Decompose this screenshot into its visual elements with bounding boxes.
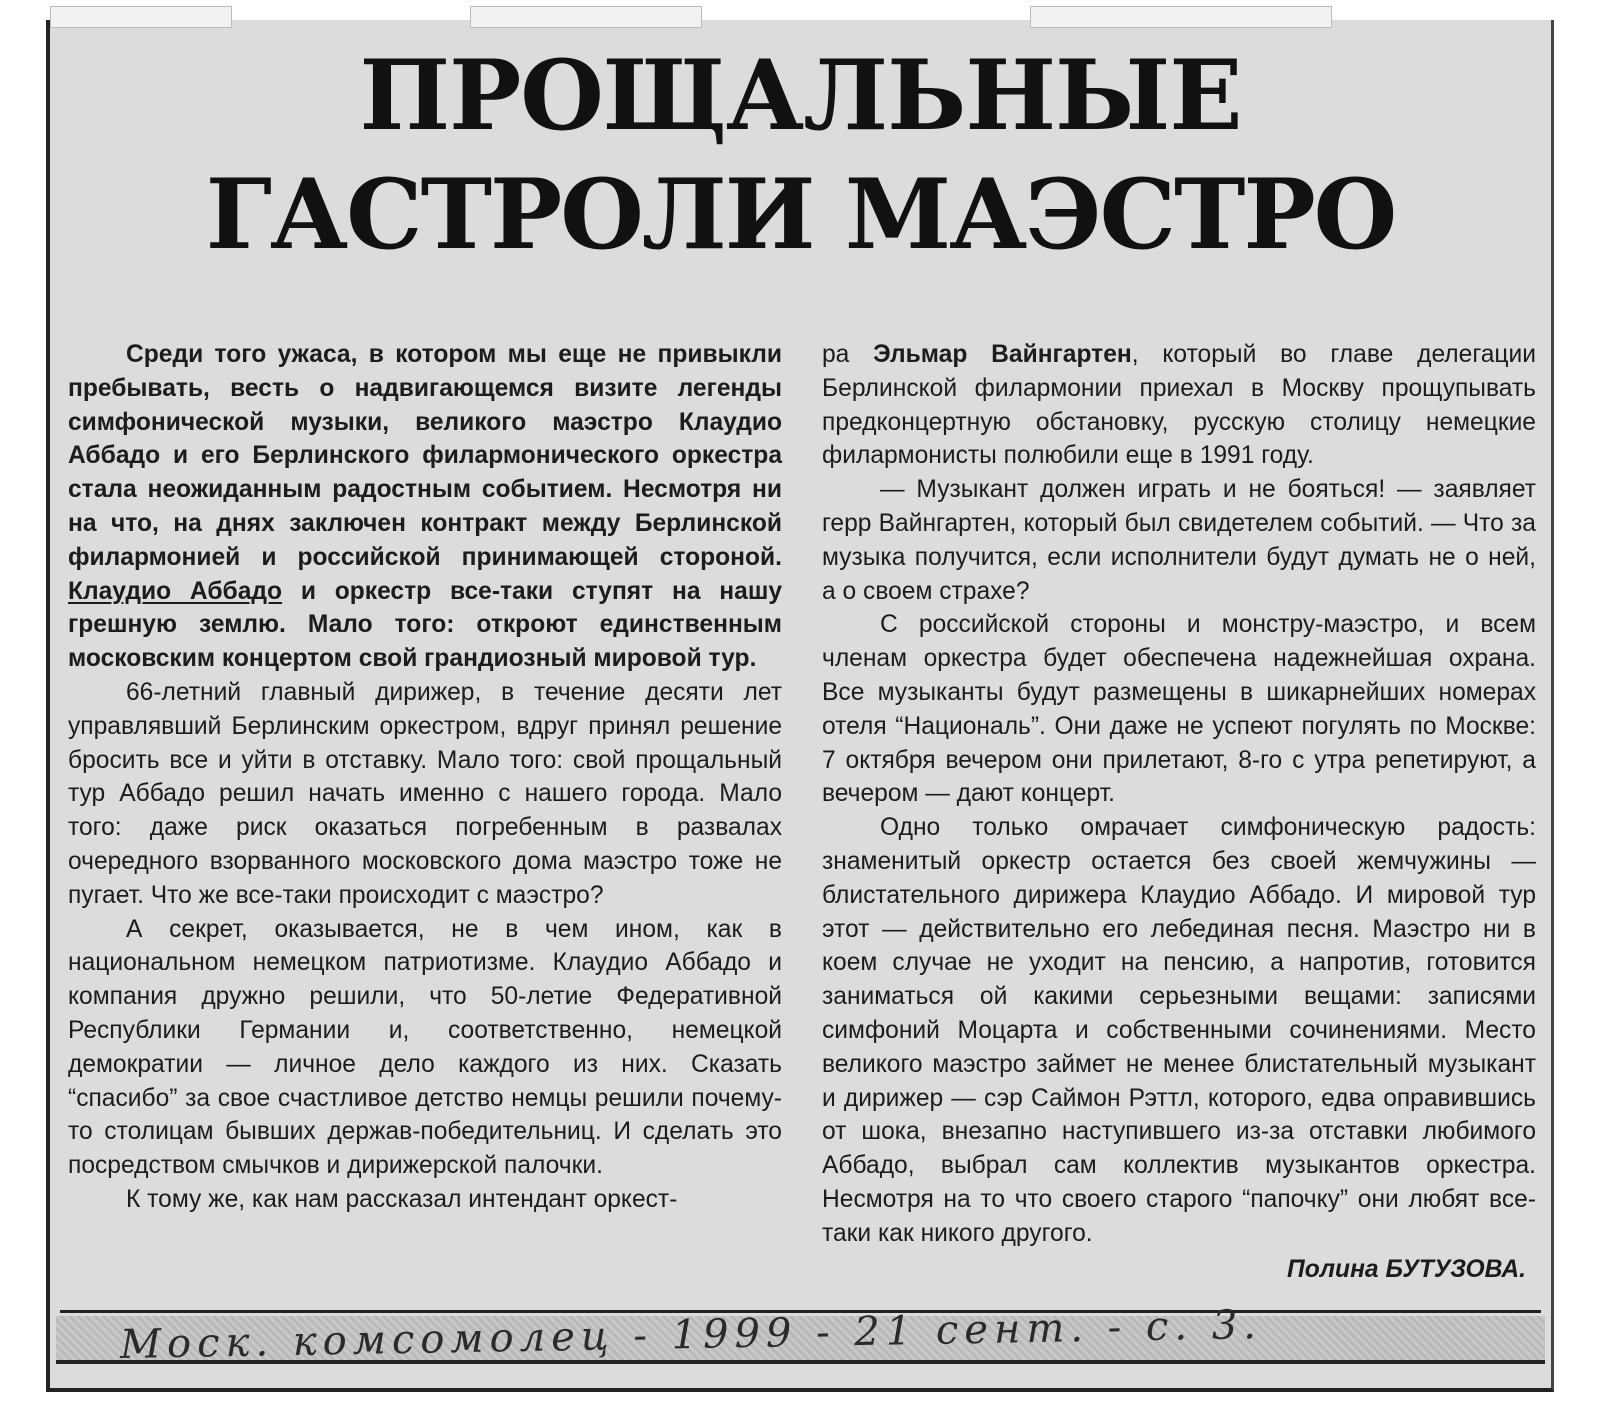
lead-text-end: и оркестр все-таки ступят на нашу грешную землю. Мало того: откроют единственным московским концертом свой грандиозный мировой тур. <box>68 577 783 673</box>
handwritten-source-note: Моск. комсомолец - 1999 - 21 сент. - с. 3. <box>119 1302 1263 1368</box>
headline-line-2: ГАСТРОЛИ МАЭСТРО <box>205 158 1396 271</box>
lead-underlined-name: Клаудио Аббадо <box>68 577 283 605</box>
lead-text: Среди того ужаса, в котором мы еще не привыкли пребывать, весть о надвигающемся визите легенды симфонической музыки, великого маэстро Клаудио Аббадо и его Берлинского филармонического оркестра стала неожиданным радостным событием. Несмотря ни на что, на днях заключен контракт между Берлинской филармонией и российской принимающей стороной. <box>68 341 782 571</box>
paragraph-start: ра <box>822 341 874 368</box>
newspaper-clipping <box>46 20 1554 1392</box>
lead-paragraph <box>68 338 782 676</box>
author-signature: Полина БУТУЗОВА. <box>1287 1255 1526 1283</box>
paragraph-rest: , который во главе делегации Берлинской филармонии приехал в Москву прощупывать предконцертную обстановку, русскую столицу немецкие филармонисты полюбили еще в 1991 году. <box>822 341 1536 470</box>
article-column-left <box>68 338 782 1217</box>
article-headline <box>50 39 1551 280</box>
article-column-right <box>822 338 1536 1286</box>
bold-person-name: Эльмар Вайнгартен <box>873 341 1132 368</box>
body-paragraph: Одно только омрачает симфоническую радость: знаменитый оркестр остается без своей жемчужины — блистательного дирижера Клаудио Аббадо. И мировой тур этот — действительно его лебединая песня. Маэстро ни в коем случае не уходит на пенсию, а напротив, готовится заниматься ой какими серьезными вещами: записями симфоний Моцарта и собственными сочинениями. Место великого маэстро займет не менее блистательный музыкант и дирижер — сэр Саймон Рэттл, которого, едва оправившись от шока, внезапно наступившего из-за отставки любимого Аббадо, выбрал сам коллектив музыкантов оркестра. Несмотря на то что своего старого “папочку” они любят все-таки как никого другого. <box>822 814 1536 1247</box>
body-paragraph: С российской стороны и монстру-маэстро, и всем членам оркестра будет обеспечена надежнейшая охрана. Все музыканты будут размещены в шикарнейших номерах отеля “Националь”. Они даже не успеют погулять по Москве: 7 октября вечером они прилетают, 8-го с утра репетируют, а вечером — дают концерт. <box>822 611 1536 808</box>
tape-strip <box>50 6 232 28</box>
tape-strip <box>1030 6 1332 28</box>
body-paragraph: — Музыкант должен играть и не бояться! — заявляет герр Вайнгартен, который был свидетелем событий. — Что за музыка получится, если исполнители будут думать не о ней, а о своем страхе? <box>822 476 1536 605</box>
tape-strip <box>470 6 702 28</box>
body-paragraph: А секрет, оказывается, не в чем ином, как в национальном немецком патриотизме. Клаудио Аббадо и компания дружно решили, что 50-летие Федеративной Республики Германии и, соответственно, немецкой демократии — личное дело каждого из них. Сказать “спасибо” за свое счастливое детство немцы решили почему-то столицам бывших держав-победительниц. И сделать это посредством смычков и дирижерской палочки. <box>68 915 782 1180</box>
body-paragraph <box>822 338 1536 473</box>
headline-line-1: ПРОЩАЛЬНЫЕ <box>359 39 1242 152</box>
body-paragraph: К тому же, как нам рассказал интендант оркест- <box>126 1185 678 1213</box>
body-paragraph: 66-летний главный дирижер, в течение десяти лет управлявший Берлинским оркестром, вдруг принял решение бросить все и уйти в отставку. Мало того: свой прощальный тур Аббадо решил начать именно с нашего города. Мало того: даже риск оказаться погребенным в развалах очередного взорванного московского дома маэстро тоже не пугает. Что же все-таки происходит с маэстро? <box>68 678 782 909</box>
